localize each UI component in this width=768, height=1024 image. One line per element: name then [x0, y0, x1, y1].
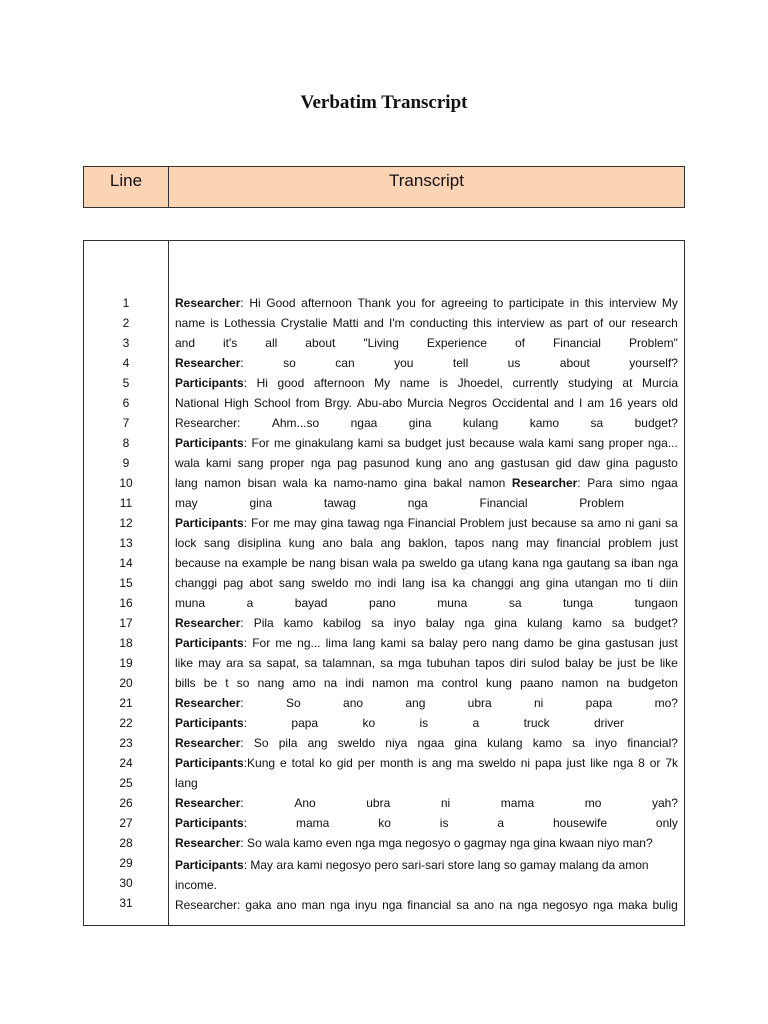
- transcript-line: Participants: papa ko is a truck driver: [175, 716, 624, 730]
- line-number: 29: [119, 856, 133, 870]
- line-number-column: [84, 241, 169, 925]
- line-number: 13: [119, 536, 133, 550]
- line-number: 27: [119, 816, 133, 830]
- line-number: 16: [119, 596, 133, 610]
- line-number: 11: [119, 496, 133, 510]
- transcript-line: Researcher: Ano ubra ni mama mo yah?: [175, 796, 678, 810]
- transcript-line: lang namon bisan wala ka namo-namo gina bakal namon Researcher: Para simo ngaa: [175, 476, 678, 490]
- line-number: 10: [119, 476, 133, 490]
- transcript-line: Researcher: Pila kamo kabilog sa inyo balay nga gina kulang kamo sa budget?: [175, 616, 678, 630]
- line-number: 7: [122, 416, 130, 430]
- transcript-text-column: [169, 241, 684, 925]
- transcript-line: bills be t so nang amo na indi namon ma control kung paano namon na budgeton: [175, 676, 678, 690]
- transcript-line: lang: [175, 776, 198, 790]
- line-number: 15: [119, 576, 133, 590]
- transcript-line: Researcher: Ahm...so ngaa gina kulang kamo sa budget?: [175, 416, 678, 430]
- transcript-line: Researcher: So wala kamo even nga mga negosyo o gagmay nga gina kwaan niyo man?: [175, 836, 653, 850]
- transcript-line: Researcher: So pila ang sweldo niya ngaa gina kulang kamo sa inyo financial?: [175, 736, 678, 750]
- transcript-line: Participants: May ara kami negosyo pero sari-sari store lang so gamay malang da amon: [175, 858, 649, 872]
- line-number: 8: [122, 436, 130, 450]
- line-number: 23: [119, 736, 133, 750]
- transcript-line: may gina tawag nga Financial Problem: [175, 496, 624, 510]
- transcript-line: because na example be nang bisan wala pa sweldo ga utang kana nga gautang sa iban nga: [175, 556, 678, 570]
- transcript-line: like may ara sa sapat, sa talamnan, sa mga tubuhan tapos diri sulod balay be just be like: [175, 656, 678, 670]
- transcript-line: Researcher: So ano ang ubra ni papa mo?: [175, 696, 678, 710]
- line-number: 24: [119, 756, 133, 770]
- line-number: 3: [122, 336, 130, 350]
- transcript-body-table: [83, 240, 685, 926]
- transcript-line: Researcher: gaka ano man nga inyu nga financial sa ano na nga negosyo nga maka bulig: [175, 898, 678, 912]
- transcript-line: Participants:Kung e total ko gid per month is ang ma sweldo ni papa just like nga 8 or 7k: [175, 756, 678, 770]
- transcript-line: changgi pag abot sang sweldo mo indi lang isa ka changgi ang gina utangan mo ti diin: [175, 576, 678, 590]
- line-number: 19: [119, 656, 133, 670]
- transcript-column-header: Transcript: [389, 171, 464, 190]
- transcript-line: Participants: mama ko is a housewife only: [175, 816, 678, 830]
- line-number: 31: [119, 896, 133, 910]
- line-number: 30: [119, 876, 133, 890]
- line-number: 21: [119, 696, 133, 710]
- line-number: 28: [119, 836, 133, 850]
- transcript-line: muna a bayad pano muna sa tunga tungaon: [175, 596, 678, 610]
- line-number: 9: [122, 456, 130, 470]
- transcript-line: National High School from Brgy. Abu-abo Murcia Negros Occidental and I am 16 years old: [175, 396, 678, 410]
- line-number: 6: [122, 396, 130, 410]
- line-number: 22: [119, 716, 133, 730]
- line-number: 17: [119, 616, 133, 630]
- line-number: 26: [119, 796, 133, 810]
- transcript-header-table: [83, 166, 685, 208]
- transcript-line: wala kami sang proper nga pag pasunod kung ano ang gastusan gid daw gina pagusto: [175, 456, 678, 470]
- line-number: 5: [122, 376, 130, 390]
- line-number: 4: [122, 356, 130, 370]
- line-number: 12: [119, 516, 133, 530]
- transcript-line: Participants: For me ginakulang kami sa budget just because wala kami sang proper nga...: [175, 436, 678, 450]
- line-number: 20: [119, 676, 133, 690]
- transcript-line: income.: [175, 878, 218, 892]
- line-number: 14: [119, 556, 133, 570]
- page-title: Verbatim Transcript: [300, 92, 468, 113]
- line-number: 1: [122, 296, 130, 310]
- transcript-line: Participants: For me ng... lima lang kami sa balay pero nang damo be gina gastusan just: [175, 636, 678, 650]
- transcript-line: and it's all about "Living Experience of Financial Problem": [175, 336, 678, 350]
- line-number: 18: [119, 636, 133, 650]
- transcript-line: Researcher: so can you tell us about yourself?: [175, 356, 678, 370]
- transcript-line: Participants: For me may gina tawag nga Financial Problem just because sa amo ni gani sa: [175, 516, 678, 530]
- transcript-line: name is Lothessia Crystalie Matti and I'm conducting this interview as part of our research: [175, 316, 678, 330]
- line-column-header: Line: [84, 167, 169, 207]
- line-number: 25: [119, 776, 133, 790]
- line-number: 2: [122, 316, 130, 330]
- transcript-line: Researcher: Hi Good afternoon Thank you for agreeing to participate in this interview My: [175, 296, 678, 310]
- transcript-line: lock sang disiplina kung ano bala ang baklon, tapos nang may financial problem just: [175, 536, 678, 550]
- transcript-line: Participants: Hi good afternoon My name is Jhoedel, currently studying at Murcia: [175, 376, 678, 390]
